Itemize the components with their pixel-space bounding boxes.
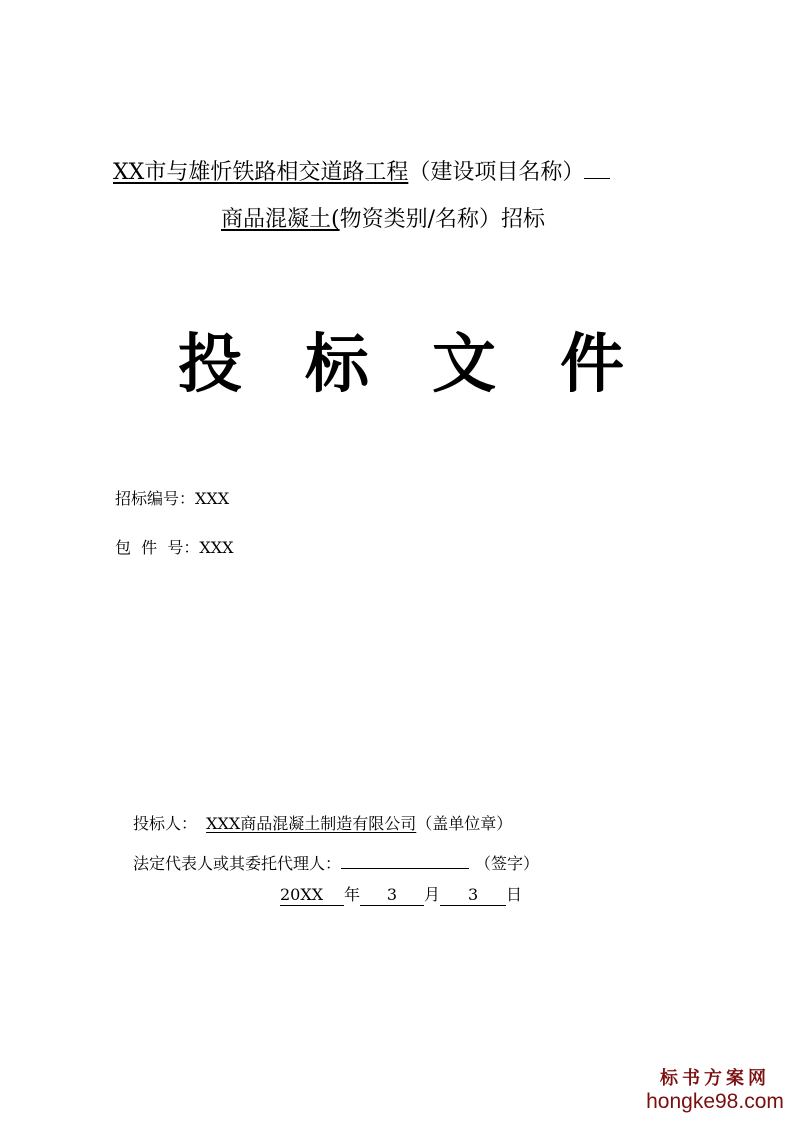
legal-representative-row bbox=[133, 848, 539, 875]
project-name-blank bbox=[584, 156, 610, 179]
date-row bbox=[280, 884, 522, 906]
bidder-seal-note: （盖单位章） bbox=[416, 814, 513, 833]
package-number-label: 包 件 号： bbox=[115, 538, 200, 557]
main-title-char-3: 文 bbox=[432, 328, 496, 402]
main-title-char-4: 件 bbox=[560, 328, 624, 402]
tender-number-value: XXX bbox=[195, 489, 230, 508]
material-name: 商品混凝土( bbox=[221, 207, 340, 232]
site-watermark bbox=[640, 1068, 790, 1114]
legal-representative-label: 法定代表人或其委托代理人： bbox=[133, 854, 342, 873]
package-number-value: XXX bbox=[199, 538, 234, 557]
material-category-note: 物资类别/名称）招标 bbox=[339, 207, 546, 232]
tender-number-label: 招标编号： bbox=[115, 489, 196, 508]
main-title-char-2: 标 bbox=[305, 328, 369, 402]
month-field: 3 bbox=[360, 885, 424, 906]
watermark-site-name: 标书方案网 bbox=[660, 1068, 770, 1089]
project-name-note: （建设项目名称） bbox=[408, 160, 585, 185]
project-title-line-1 bbox=[113, 156, 610, 188]
project-name: XX市与雄忻铁路相交道路工程 bbox=[113, 160, 409, 185]
year-field: 20XX bbox=[280, 885, 344, 906]
day-unit: 日 bbox=[506, 885, 523, 904]
package-number-row bbox=[115, 537, 234, 559]
main-title-char-1: 投 bbox=[178, 328, 242, 402]
bidder-label: 投标人： bbox=[133, 814, 198, 833]
signature-blank-line bbox=[341, 848, 469, 869]
tender-number-row bbox=[115, 488, 229, 510]
bidder-name: XXX商品混凝土制造有限公司 bbox=[206, 814, 417, 833]
year-unit: 年 bbox=[344, 885, 361, 904]
watermark-url: hongke98.com bbox=[646, 1090, 784, 1113]
month-unit: 月 bbox=[424, 885, 441, 904]
project-title-line-2 bbox=[221, 205, 545, 235]
day-field: 3 bbox=[440, 885, 506, 906]
document-main-title bbox=[0, 330, 793, 400]
bidder-row bbox=[133, 813, 512, 835]
signature-note: （签字） bbox=[475, 854, 540, 873]
